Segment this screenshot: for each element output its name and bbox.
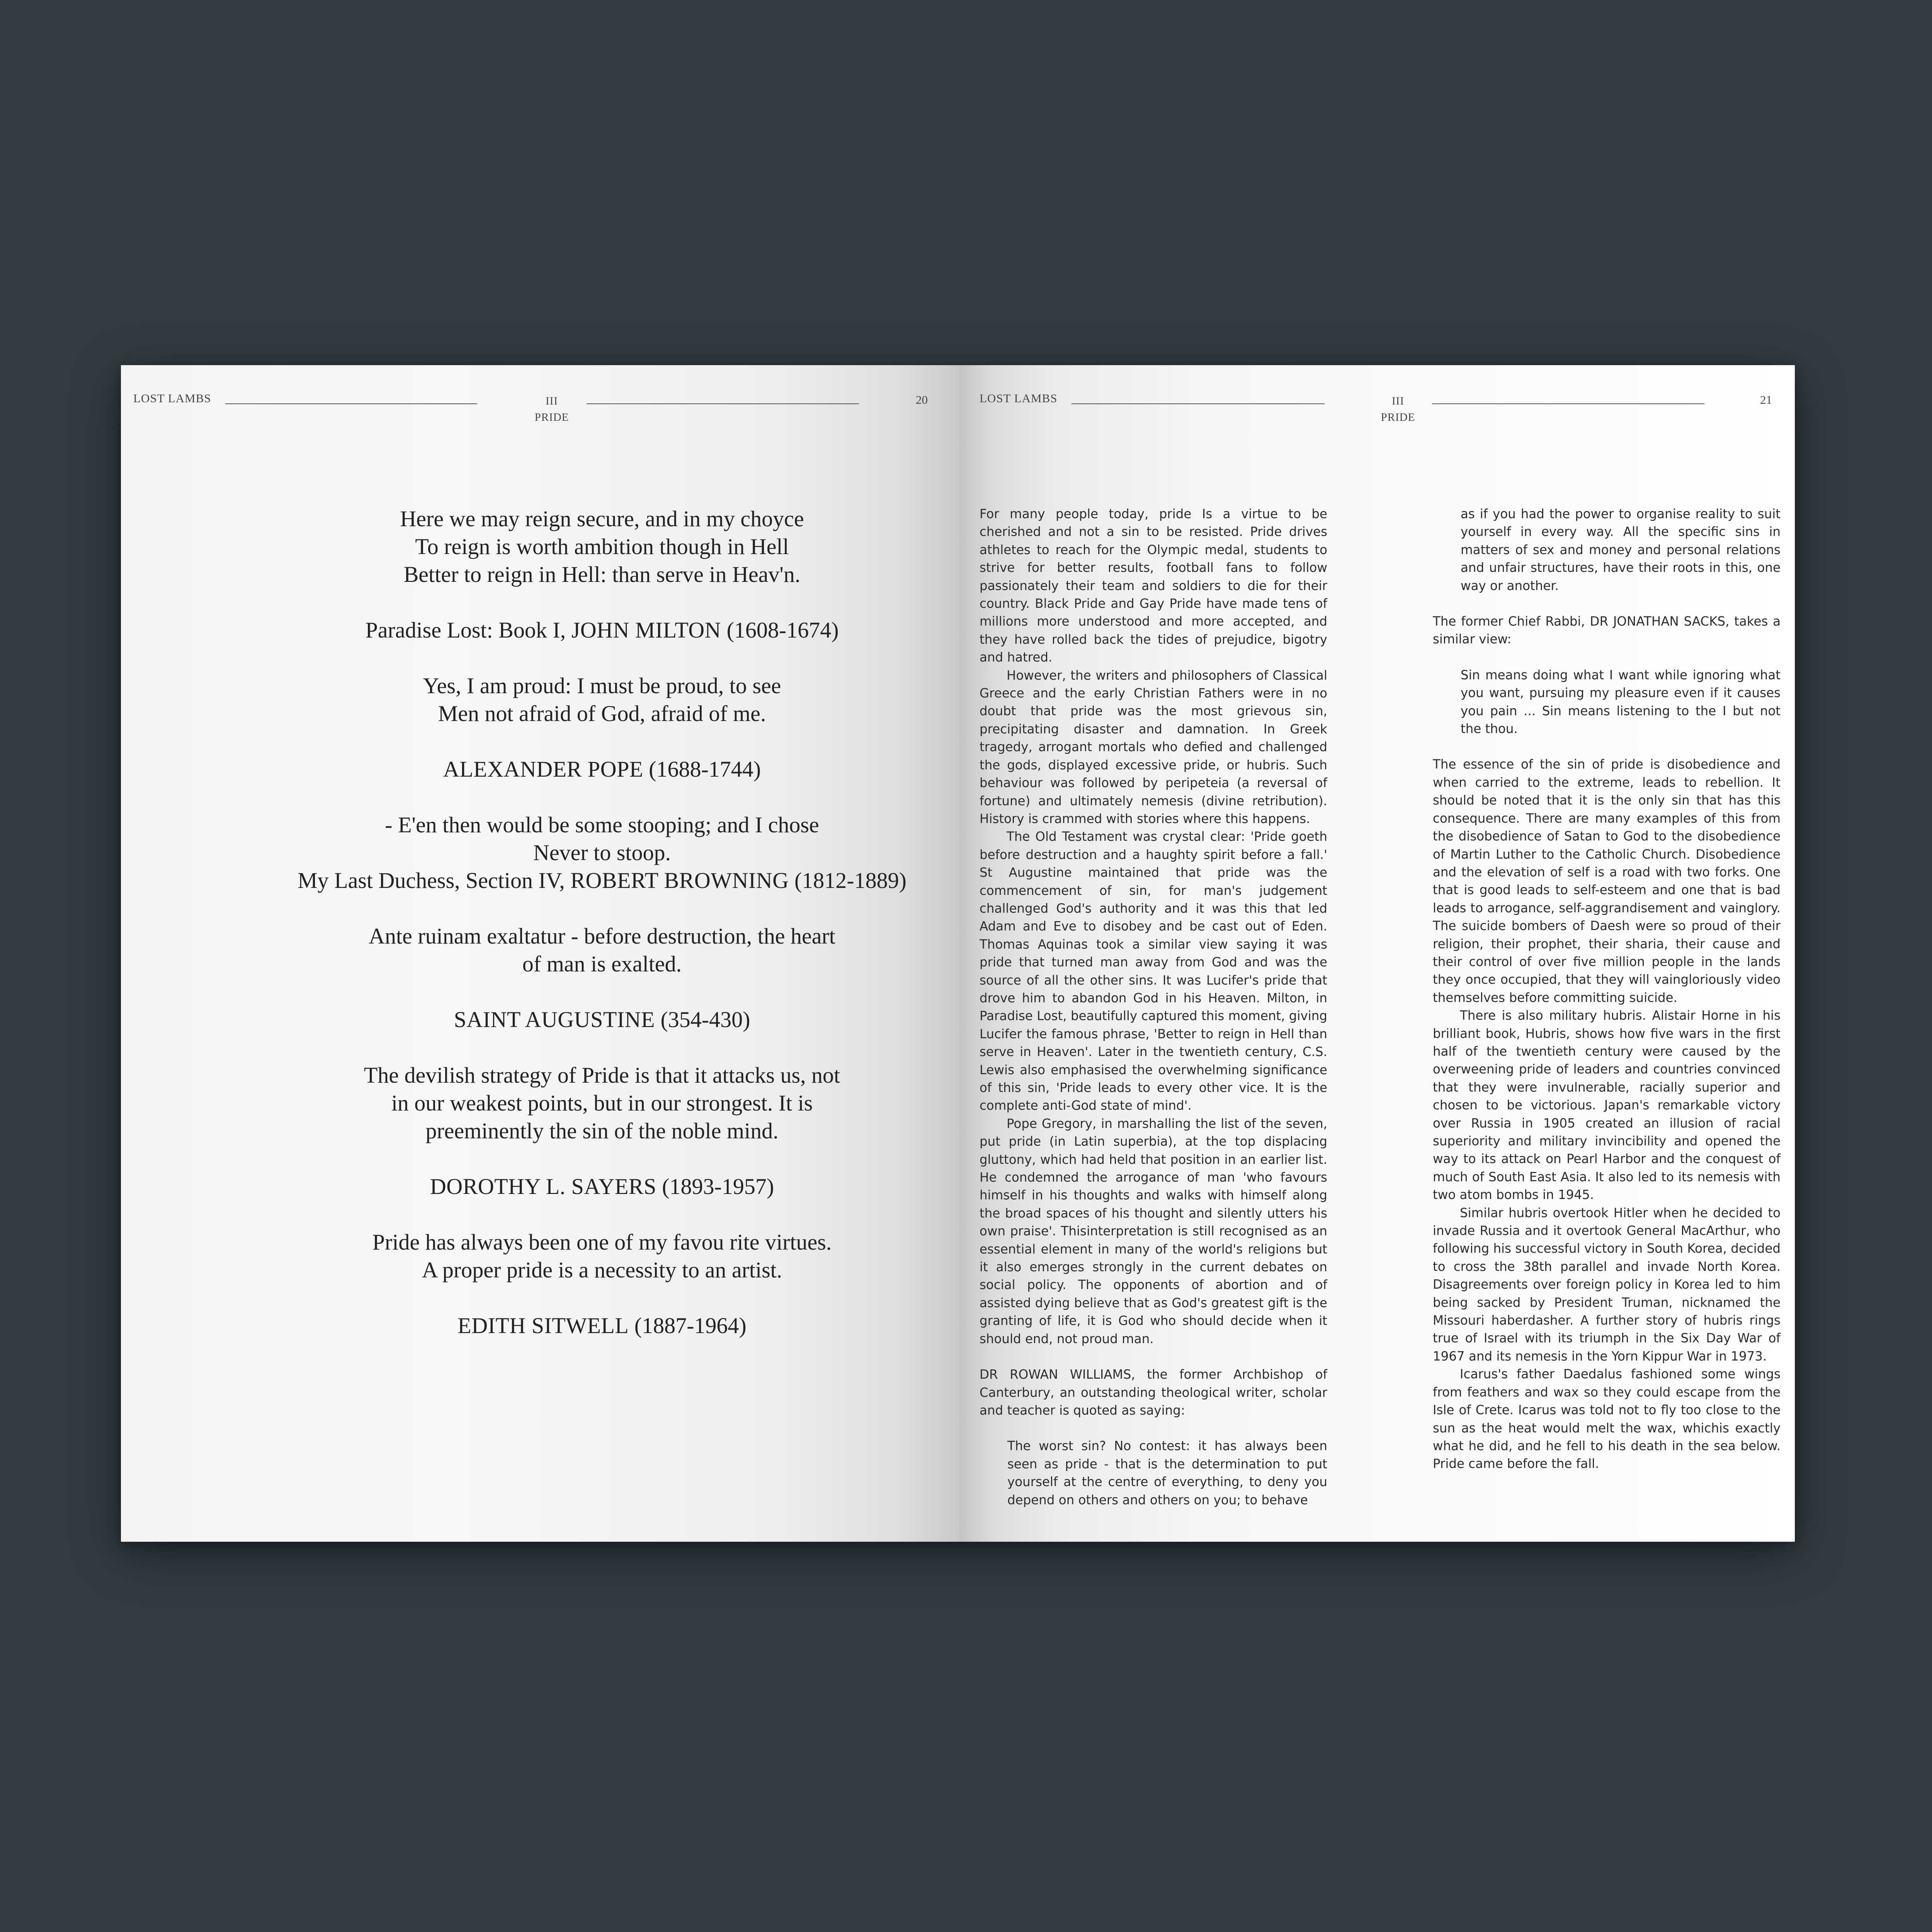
quote-line: Ante ruinam exaltatur - before destruction, the heart	[369, 923, 835, 949]
right-page	[959, 365, 1795, 1542]
section-name: PRIDE	[534, 411, 569, 423]
quote-line: preeminently the sin of the noble mind.	[425, 1118, 779, 1143]
body-paragraph: There is also military hubris. Alistair Horne in his brilliant book, Hubris, shows how five wars in the first half of the twentieth century were caused by the overweening pride of leaders and countries convinced that they were invulnerable, racially superior and chosen to be victorious. Japan's remarkable victory over Russia in 1905 created an illusion of racial superiority and military invincibility and opened the way to its attack on Pearl Harbor and the conquest of much of South East Asia. It also led to its nemesis with two atom bombs in 1945.	[1433, 1008, 1781, 1202]
quote-author: JOHN MILTON	[571, 617, 721, 643]
body-paragraph: The Old Testament was crystal clear: 'Pride goeth before destruction and a haughty spirit before a fall.' St Augustine maintained that pride was the commencement of sin, for man's judgement challenged God's authority and it was this that led Adam and Eve to disobey and be cast out of Eden. Thomas Aquinas took a similar view saying it was pride that turned man away from God and was the source of all the other sins. It was Lucifer's pride that drove him to abandon God in his Heaven. Milton, in Paradise Lost, beautifully captured this moment, giving Lucifer the famous phrase, 'Better to reign in Hell than serve in Heaven'. Later in the twentieth century, C.S. Lewis also emphasised the overwhelming significance of this sin, 'Pride leads to every other vice. It is the complete anti-God state of mind'.	[980, 829, 1327, 1113]
book-spread	[121, 365, 1795, 1542]
left-page	[121, 365, 959, 1542]
running-head-title: LOST LAMBS	[980, 391, 1058, 405]
section-number: III	[546, 395, 558, 407]
running-head-title: LOST LAMBS	[133, 391, 211, 405]
quote-dates: (354-430)	[655, 1007, 750, 1032]
quote-line: - E'en then would be some stooping; and I chose	[385, 812, 819, 837]
quote-line: Men not afraid of God, afraid of me.	[438, 701, 766, 726]
quote-attribution	[225, 1006, 959, 1034]
quote-line: Here we may reign secure, and in my choyce	[400, 506, 804, 531]
quote-line: Yes, I am proud: I must be proud, to see	[423, 673, 781, 698]
body-paragraph: Pope Gregory, in marshalling the list of the seven, put pride (in Latin superbia), at the top displacing gluttony, which had held that position in an earlier list. He condemned the arrogance of man 'who favours himself in his thoughts and walks with himself along the broad spaces of his thought and silently utters his own praise'. Thisinterpretation is still recognised as an essential element in many of the world's religions but it also emerges strongly in the current debates on social policy. The opponents of abortion and of assisted dying believe that as God's greatest gift is the granting of life, it is God who should decide when it should end, not proud man.	[980, 1116, 1327, 1346]
quote-author: DOROTHY L. SAYERS	[430, 1174, 656, 1199]
body-paragraph: However, the writers and philosophers of Classical Greece and the early Christian Fathers were in no doubt that pride was the most grievous sin, precipitating disaster and damnation. In Greek tragedy, arrogant mortals who defied and challenged the gods, displayed excessive pride, or hubris. Such behaviour was followed by peripeteia (a reversal of fortune) and ultimately nemesis (divine retribution). History is crammed with stories where this happens.	[980, 668, 1327, 826]
quote-line: A proper pride is a necessity to an artist.	[422, 1257, 782, 1282]
quote-source: Paradise Lost: Book I,	[365, 617, 571, 643]
text-column-2	[1433, 505, 1781, 1473]
quote-line: To reign is worth ambition though in Hell	[415, 534, 789, 559]
body-paragraph: The former Chief Rabbi, DR JONATHAN SACKS, takes a similar view:	[1433, 614, 1781, 647]
quote-author: ROBERT BROWNING	[570, 868, 789, 893]
quote-line: Better to reign in Hell: than serve in Heav'n.	[403, 562, 801, 587]
quote-dates: (1608-1674)	[721, 617, 839, 643]
body-paragraph: For many people today, pride Is a virtue to be cherished and not a sin to be resisted. Pride drives athletes to reach for the Olympic medal, students to strive for better results, football fans to follow passionately their team and soldiers to die for their country. Black Pride and Gay Pride have made tens of millions more understood and more accepted, and they have rolled back the tides of prejudice, bigotry and hatred.	[980, 507, 1327, 665]
quote-attribution	[225, 755, 959, 783]
block-quote: as if you had the power to organise reality to suit yourself in every way. All the specific sins in matters of sex and money and personal relations and unfair structures, have their roots in this, one way or another.	[1461, 507, 1781, 593]
quote-line: The devilish strategy of Pride is that it attacks us, not	[364, 1063, 840, 1088]
block-quote: The worst sin? No contest: it has always been seen as pride - that is the determination to put yourself at the centre of everything, to deny you depend on others and others on you; to behave	[1007, 1439, 1327, 1507]
body-paragraph: DR ROWAN WILLIAMS, the former Archbishop of Canterbury, an outstanding theological writer, scholar and teacher is quoted as saying:	[980, 1367, 1327, 1418]
quote-source: My Last Duchess, Section IV,	[298, 868, 571, 893]
quote-attribution	[225, 1173, 959, 1201]
quote-line: Pride has always been one of my favou rite virtues.	[372, 1230, 832, 1255]
body-paragraph: Similar hubris overtook Hitler when he decided to invade Russia and it overtook General MacArthur, who following his successful victory in South Korea, decided to cross the 38th parallel and invade North Korea. Disagreements over foreign policy in Korea led to him being sacked by President Truman, nicknamed the Missouri haberdasher. A further story of hubris rings true of Israel with its triumph in the Six Day War of 1967 and its nemesis in the Yorn Kippur War in 1973.	[1433, 1205, 1781, 1364]
quote-line: Never to stoop.	[533, 840, 671, 865]
quote-line: of man is exalted.	[522, 951, 682, 976]
block-quote: Sin means doing what I want while ignoring what you want, pursuing my pleasure even if it causes you pain ... Sin means listening to the I but not the thou.	[1461, 667, 1781, 736]
quote-attribution	[225, 867, 959, 895]
text-column-1	[980, 505, 1327, 1509]
quote-dates: (1893-1957)	[656, 1174, 774, 1199]
quote-dates: (1812-1889)	[789, 868, 906, 893]
header-rule	[225, 403, 477, 404]
section-label	[1354, 393, 1442, 425]
section-label	[507, 393, 596, 425]
quote-attribution	[225, 616, 959, 644]
section-name: PRIDE	[1381, 411, 1415, 423]
quote-author: SAINT AUGUSTINE	[454, 1007, 655, 1032]
section-number: III	[1392, 395, 1404, 407]
body-paragraph: Icarus's father Daedalus fashioned some wings from feathers and wax so they could escape from the Isle of Crete. Icarus was told not to fly too close to the sun as the heat would melt the wax, whichis exactly what he did, and he fell to his death in the sea below. Pride came before the fall.	[1433, 1367, 1781, 1471]
body-paragraph: The essence of the sin of pride is disobedience and when carried to the extreme, leads to rebellion. It should be noted that it is the only sin that has this consequence. There are many examples of this from the disobedience of Satan to God to the disobedience of Martin Luther to the Catholic Church. Disobedience and the elevation of self is a road with two forks. One that is good leads to self-esteem and one that is bad leads to arrogance, self-aggrandisement and vainglory. The suicide bombers of Daesh were so proud of their religion, their prophet, their sharia, their cause and their control of over five million people in the lands they once occupied, that they will vaingloriously video themselves before committing suicide.	[1433, 757, 1781, 1005]
header-rule	[587, 403, 859, 404]
page-number: 20	[916, 393, 928, 406]
quote-author: EDITH SITWELL	[457, 1313, 629, 1338]
header-rule	[1071, 403, 1325, 404]
quote-author: ALEXANDER POPE	[443, 757, 643, 782]
page-number: 21	[1760, 393, 1772, 406]
epigraph-quotes	[225, 505, 959, 1340]
quote-line: in our weakest points, but in our strongest. It is	[391, 1090, 813, 1116]
header-rule	[1432, 403, 1704, 404]
quote-attribution	[225, 1312, 959, 1340]
quote-dates: (1688-1744)	[643, 757, 761, 782]
quote-dates: (1887-1964)	[629, 1313, 747, 1338]
